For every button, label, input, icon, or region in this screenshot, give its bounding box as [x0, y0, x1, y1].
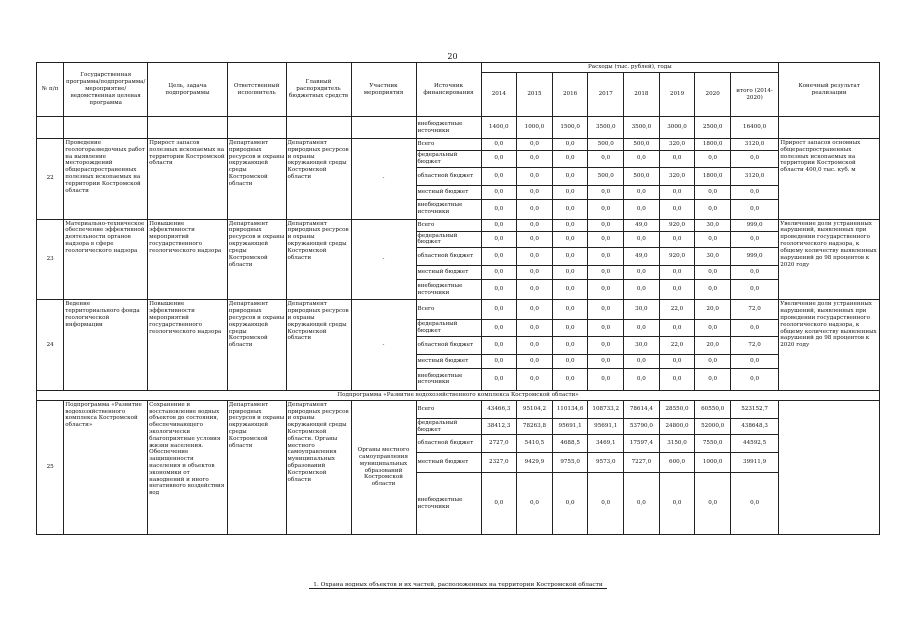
value-cell: 0,0 [695, 320, 731, 337]
value-cell: 20,0 [695, 300, 731, 320]
value-cell: 0,0 [588, 219, 624, 231]
row-number: 24 [37, 300, 64, 391]
value-cell: 0,0 [624, 320, 660, 337]
goal-cell: Сохранение и восстановление водных объектов до состояния, обеспечивающего экологически благоприятные условия жизни населения. Обеспечение защищенности населения и объектов экономики от наводнений и иного негативного воздействия вод [148, 400, 228, 535]
footer-note [36, 582, 880, 588]
value-cell: 0,0 [481, 368, 517, 390]
value-cell: 52000,0 [695, 418, 731, 435]
value-cell: 0,0 [481, 280, 517, 300]
value-cell: 9755,0 [552, 453, 588, 473]
value-cell: 3500,0 [624, 117, 660, 139]
value-cell: 4688,5 [552, 435, 588, 453]
source-cell: внебюджетные источники [416, 368, 481, 390]
value-cell: 20,0 [695, 336, 731, 354]
value-cell: 22,0 [659, 336, 695, 354]
value-cell: 108733,2 [588, 400, 624, 418]
value-cell: 0,0 [730, 320, 778, 337]
value-cell: 95691,1 [588, 418, 624, 435]
value-cell: 0,0 [552, 185, 588, 199]
value-cell: 0,0 [552, 199, 588, 219]
value-cell: 0,0 [659, 368, 695, 390]
value-cell: 17597,4 [624, 435, 660, 453]
value-cell: 0,0 [552, 320, 588, 337]
value-cell: 0,0 [588, 336, 624, 354]
value-cell: 920,0 [659, 248, 695, 266]
value-cell: 3500,0 [588, 117, 624, 139]
value-cell: 0,0 [481, 354, 517, 368]
value-cell: 0,0 [588, 320, 624, 337]
value-cell: 3120,0 [730, 139, 778, 151]
value-cell: 44592,5 [730, 435, 778, 453]
value-cell: 0,0 [695, 231, 731, 248]
value-cell: 0,0 [588, 368, 624, 390]
value-cell: 3000,0 [659, 117, 695, 139]
value-cell: 0,0 [517, 167, 553, 185]
program-cell: Ведение территориального фонда геологической информации [64, 300, 148, 391]
source-cell: внебюджетные источники [416, 473, 481, 535]
header-total: итого (2014-2020) [730, 73, 778, 117]
value-cell: 0,0 [659, 151, 695, 168]
value-cell: 523152,7 [730, 400, 778, 418]
source-cell: Всего [416, 400, 481, 418]
value-cell: 0,0 [481, 336, 517, 354]
value-cell: 0,0 [624, 473, 660, 535]
value-cell: 1000,0 [695, 453, 731, 473]
value-cell: 0,0 [481, 219, 517, 231]
value-cell: 0,0 [588, 185, 624, 199]
value-cell: 3469,1 [588, 435, 624, 453]
row-number: 23 [37, 219, 64, 300]
value-cell: 0,0 [481, 320, 517, 337]
value-cell: 78614,4 [624, 400, 660, 418]
table-row [37, 117, 880, 139]
value-cell: 0,0 [695, 185, 731, 199]
value-cell: 2727,0 [481, 435, 517, 453]
value-cell: 0,0 [659, 280, 695, 300]
value-cell: 0,0 [481, 473, 517, 535]
value-cell: 1800,0 [695, 139, 731, 151]
value-cell: 0,0 [730, 354, 778, 368]
value-cell: 5410,5 [517, 435, 553, 453]
result-cell: Увеличение доли устраненных нарушений, выявленных при проведении государственного геологического надзора, к общему количеству выявленных нарушений до 98 процентов к 2020 году [779, 300, 880, 391]
goal-cell: Повышение эффективности мероприятий государственного геологического надзора [148, 300, 228, 391]
value-cell: 24800,0 [659, 418, 695, 435]
subprogram-band: Подпрограмма «Развитие водохозяйственного комплекса Костромской области» [37, 390, 880, 400]
value-cell: 0,0 [624, 151, 660, 168]
program-cell: Материально-техническое обеспечение эффективной деятельности органов надзора в сфере геологического надзора [64, 219, 148, 300]
value-cell: 0,0 [695, 473, 731, 535]
value-cell: 110134,6 [552, 400, 588, 418]
value-cell: 0,0 [481, 151, 517, 168]
value-cell: 0,0 [588, 266, 624, 280]
header-result: Конечный результат реализации [779, 63, 880, 117]
value-cell: 0,0 [517, 368, 553, 390]
value-cell: 22,0 [659, 300, 695, 320]
value-cell: 0,0 [481, 185, 517, 199]
participant-cell: - [351, 300, 416, 391]
value-cell: 500,0 [624, 167, 660, 185]
value-cell: 0,0 [730, 368, 778, 390]
value-cell: 500,0 [624, 139, 660, 151]
page-number: 20 [447, 52, 458, 61]
distributor-cell: Департамент природных ресурсов и охраны окружающей среды Костромской области [286, 139, 351, 220]
source-cell: местный бюджет [416, 185, 481, 199]
source-cell: внебюджетные источники [416, 199, 481, 219]
program-cell: Проведение геологоразведочных работ на выявление месторождений общераспространенных полезных ископаемых на территории Костромской области [64, 139, 148, 220]
value-cell: 0,0 [517, 199, 553, 219]
value-cell: 0,0 [517, 248, 553, 266]
value-cell: 78263,8 [517, 418, 553, 435]
header-year: 2020 [695, 73, 731, 117]
value-cell: 0,0 [552, 231, 588, 248]
value-cell: 49,0 [624, 248, 660, 266]
value-cell: 0,0 [695, 368, 731, 390]
result-cell [779, 400, 880, 535]
value-cell: 30,0 [624, 300, 660, 320]
value-cell: 0,0 [588, 300, 624, 320]
value-cell: 9429,9 [517, 453, 553, 473]
value-cell: 0,0 [624, 266, 660, 280]
value-cell: 1800,0 [695, 167, 731, 185]
value-cell: 0,0 [730, 266, 778, 280]
value-cell: 0,0 [659, 199, 695, 219]
value-cell: 0,0 [695, 354, 731, 368]
source-cell: областной бюджет [416, 336, 481, 354]
source-cell: местный бюджет [416, 354, 481, 368]
footer-text: 1. Охрана водных объектов и их частей, расположенных на территории Костромской области [309, 582, 606, 589]
value-cell: 0,0 [695, 280, 731, 300]
header-no: № п/п [37, 63, 64, 117]
value-cell: 0,0 [659, 354, 695, 368]
value-cell: 0,0 [517, 219, 553, 231]
value-cell: 7227,0 [624, 453, 660, 473]
value-cell: 7550,0 [695, 435, 731, 453]
source-cell: Всего [416, 139, 481, 151]
value-cell: 320,0 [659, 167, 695, 185]
value-cell: 0,0 [517, 336, 553, 354]
value-cell: 0,0 [552, 167, 588, 185]
value-cell: 43466,3 [481, 400, 517, 418]
value-cell: 72,0 [730, 336, 778, 354]
participant-cell: - [351, 139, 416, 220]
participant-cell: - [351, 219, 416, 300]
value-cell: 0,0 [730, 151, 778, 168]
value-cell: 0,0 [659, 266, 695, 280]
value-cell: 49,0 [624, 219, 660, 231]
header-year: 2016 [552, 73, 588, 117]
value-cell: 0,0 [588, 231, 624, 248]
value-cell: 0,0 [517, 266, 553, 280]
value-cell: 95691,1 [552, 418, 588, 435]
value-cell: 0,0 [552, 336, 588, 354]
value-cell: 39911,9 [730, 453, 778, 473]
value-cell: 0,0 [517, 280, 553, 300]
header-source: Источник финансирования [416, 63, 481, 117]
value-cell: 0,0 [517, 320, 553, 337]
result-cell: Увеличение доли устраненных нарушений, выявленных при проведении государственного геологического надзора, к общему количеству выявленных нарушений до 98 процентов к 2020 году [779, 219, 880, 300]
source-cell: местный бюджет [416, 453, 481, 473]
value-cell: 0,0 [552, 368, 588, 390]
header-year: 2015 [517, 73, 553, 117]
value-cell: 0,0 [481, 139, 517, 151]
value-cell: 0,0 [659, 320, 695, 337]
value-cell: 0,0 [730, 199, 778, 219]
value-cell: 500,0 [588, 139, 624, 151]
header-year: 2017 [588, 73, 624, 117]
source-cell: областной бюджет [416, 248, 481, 266]
value-cell: 60550,0 [695, 400, 731, 418]
value-cell: 0,0 [624, 354, 660, 368]
value-cell: 38412,3 [481, 418, 517, 435]
value-cell: 0,0 [552, 266, 588, 280]
value-cell: 0,0 [517, 231, 553, 248]
header-participant: Участник мероприятия [351, 63, 416, 117]
value-cell: 600,0 [659, 453, 695, 473]
value-cell: 999,0 [730, 248, 778, 266]
value-cell: 1000,0 [517, 117, 553, 139]
header-program: Государственная программа/подпрограмма/мероприятие/ведомственная целевая программа [64, 63, 148, 117]
value-cell: 0,0 [481, 248, 517, 266]
value-cell: 0,0 [730, 231, 778, 248]
result-cell: Прирост запасов основных общераспространенных полезных ископаемых на территории Костромской области 400,0 тыс. куб. м [779, 139, 880, 220]
executor-cell: Департамент природных ресурсов и охраны окружающей среды Костромской области [227, 400, 286, 535]
header-year: 2019 [659, 73, 695, 117]
value-cell: 0,0 [659, 185, 695, 199]
value-cell: 0,0 [517, 473, 553, 535]
value-cell: 999,0 [730, 219, 778, 231]
executor-cell: Департамент природных ресурсов и охраны окружающей среды Костромской области [227, 219, 286, 300]
value-cell: 3120,0 [730, 167, 778, 185]
source-cell: Всего [416, 219, 481, 231]
source-cell: федеральный бюджет [416, 151, 481, 168]
value-cell: 0,0 [624, 185, 660, 199]
table-row [37, 400, 880, 418]
value-cell: 0,0 [517, 185, 553, 199]
row-number: 25 [37, 400, 64, 535]
value-cell: 0,0 [517, 151, 553, 168]
header-goal: Цель, задача подпрограммы [148, 63, 228, 117]
value-cell: 0,0 [730, 185, 778, 199]
value-cell: 30,0 [624, 336, 660, 354]
value-cell: 16400,0 [730, 117, 778, 139]
value-cell: 9573,0 [588, 453, 624, 473]
source-cell: областной бюджет [416, 435, 481, 453]
header-expenses: Расходы (тыс. рублей), годы [481, 63, 779, 73]
value-cell: 2327,0 [481, 453, 517, 473]
value-cell: 0,0 [481, 300, 517, 320]
table-row [37, 219, 880, 231]
value-cell: 0,0 [481, 199, 517, 219]
value-cell: 0,0 [517, 300, 553, 320]
value-cell: 0,0 [624, 231, 660, 248]
row-number: 22 [37, 139, 64, 220]
participant-cell: Органы местного самоуправления муниципальных образований Костромской области [351, 400, 416, 535]
value-cell: 0,0 [588, 248, 624, 266]
value-cell: 0,0 [624, 368, 660, 390]
value-cell: 30,0 [695, 248, 731, 266]
source-cell: внебюджетные источники [416, 280, 481, 300]
source-cell: Всего [416, 300, 481, 320]
source-cell: федеральный бюджет [416, 320, 481, 337]
value-cell: 920,0 [659, 219, 695, 231]
value-cell: 0,0 [588, 199, 624, 219]
header-year: 2018 [624, 73, 660, 117]
value-cell: 1400,0 [481, 117, 517, 139]
value-cell: 0,0 [517, 139, 553, 151]
executor-cell: Департамент природных ресурсов и охраны окружающей среды Костромской области [227, 139, 286, 220]
source-cell: областной бюджет [416, 167, 481, 185]
value-cell: 0,0 [552, 151, 588, 168]
value-cell: 0,0 [624, 280, 660, 300]
value-cell: 53790,0 [624, 418, 660, 435]
executor-cell: Департамент природных ресурсов и охраны окружающей среды Костромской области [227, 300, 286, 391]
value-cell: 0,0 [659, 231, 695, 248]
value-cell: 0,0 [588, 280, 624, 300]
financing-table [36, 62, 880, 535]
value-cell: 0,0 [659, 473, 695, 535]
value-cell: 0,0 [481, 231, 517, 248]
source-cell: внебюджетные источники [416, 117, 481, 139]
value-cell: 72,0 [730, 300, 778, 320]
distributor-cell: Департамент природных ресурсов и охраны окружающей среды Костромской области [286, 300, 351, 391]
value-cell: 0,0 [481, 266, 517, 280]
value-cell: 2500,0 [695, 117, 731, 139]
value-cell: 0,0 [552, 219, 588, 231]
value-cell: 0,0 [695, 199, 731, 219]
table-row [37, 139, 880, 151]
source-cell: федеральный бюджет [416, 231, 481, 248]
source-cell: местный бюджет [416, 266, 481, 280]
value-cell: 0,0 [552, 139, 588, 151]
value-cell: 0,0 [517, 354, 553, 368]
value-cell: 438648,3 [730, 418, 778, 435]
distributor-cell: Департамент природных ресурсов и охраны окружающей среды Костромской области [286, 219, 351, 300]
value-cell: 0,0 [552, 300, 588, 320]
value-cell: 500,0 [588, 167, 624, 185]
source-cell: федеральный бюджет [416, 418, 481, 435]
value-cell: 0,0 [552, 248, 588, 266]
value-cell: 95104,2 [517, 400, 553, 418]
value-cell: 0,0 [552, 473, 588, 535]
value-cell: 28550,0 [659, 400, 695, 418]
table-row [37, 300, 880, 320]
value-cell: 0,0 [730, 280, 778, 300]
value-cell: 320,0 [659, 139, 695, 151]
value-cell: 0,0 [695, 266, 731, 280]
program-cell: Подпрограмма «Развитие водохозяйственного комплекса Костромской области» [64, 400, 148, 535]
goal-cell: Повышение эффективности мероприятий государственного геологического надзора [148, 219, 228, 300]
value-cell: 0,0 [588, 473, 624, 535]
distributor-cell: Департамент природных ресурсов и охраны окружающей среды Костромской области. Органы местного самоуправления муниципальных образований Костромской области [286, 400, 351, 535]
header-year: 2014 [481, 73, 517, 117]
value-cell: 0,0 [730, 473, 778, 535]
value-cell: 0,0 [552, 354, 588, 368]
header-executor: Ответственный исполнитель [227, 63, 286, 117]
header-distributor: Главный распорядитель бюджетных средств [286, 63, 351, 117]
value-cell: 1500,0 [552, 117, 588, 139]
value-cell: 3150,0 [659, 435, 695, 453]
value-cell: 0,0 [588, 354, 624, 368]
value-cell: 0,0 [588, 151, 624, 168]
value-cell: 30,0 [695, 219, 731, 231]
value-cell: 0,0 [481, 167, 517, 185]
value-cell: 0,0 [552, 280, 588, 300]
value-cell: 0,0 [624, 199, 660, 219]
goal-cell: Прирост запасов полезных ископаемых на территории Костромской области [148, 139, 228, 220]
value-cell: 0,0 [695, 151, 731, 168]
